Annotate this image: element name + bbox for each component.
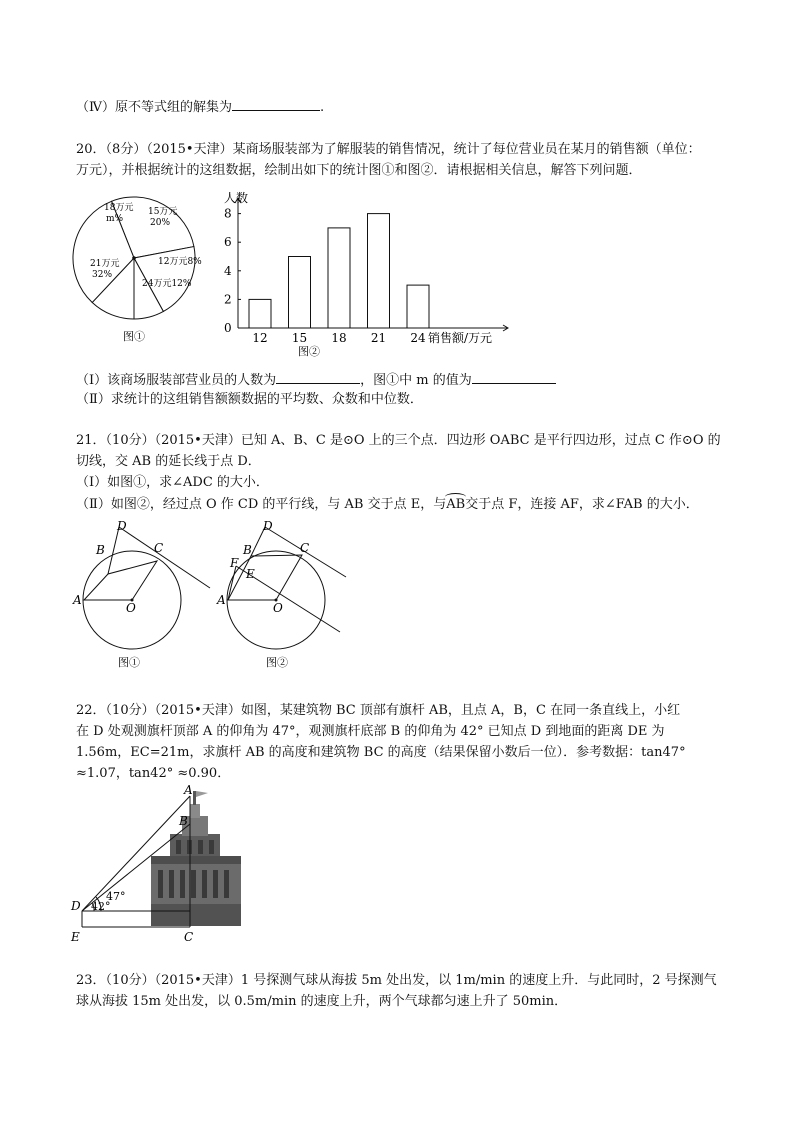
bar-15	[289, 257, 311, 329]
q21-figure-2	[216, 516, 366, 676]
x-tick-label: 18	[331, 331, 347, 345]
bar-xlabel: 销售额/万元	[428, 331, 493, 345]
pie-center	[132, 256, 136, 260]
pie-label: 12万元8%	[158, 257, 202, 267]
q23-line-2: 球从海拔 15m 处出发，以 0.5m/min 的速度上升，两个气球都匀速上升了 50min．	[76, 994, 568, 1009]
angle-47: 47°	[106, 890, 126, 903]
q19-part-iv-text: （Ⅳ）原不等式组的解集为	[76, 100, 232, 115]
fig1-caption: 图①	[118, 656, 140, 669]
bar-18	[328, 228, 350, 328]
label-e: E	[71, 930, 80, 944]
q21-line-2: 切线，交 AB 的延长线于点 D．	[76, 454, 261, 469]
label-b: B	[243, 543, 252, 557]
label-c: C	[300, 541, 310, 555]
label-c: C	[154, 541, 164, 555]
pie-label-name: 21万元	[90, 259, 120, 269]
bar-12	[249, 299, 271, 328]
q20-question-i	[76, 370, 556, 390]
y-tick-label: 8	[224, 206, 232, 221]
label-d: D	[71, 899, 81, 913]
label-d: D	[263, 519, 273, 533]
x-tick-label: 12	[252, 331, 268, 345]
pie-label-value: m%	[106, 214, 124, 224]
answer-blank-m[interactable]	[472, 370, 556, 384]
answer-blank-count[interactable]	[276, 370, 360, 384]
pie-chart	[66, 196, 206, 344]
bar-chart	[210, 192, 520, 362]
y-tick-label: 6	[224, 235, 232, 250]
q23-line-1: 23．（10分）（2015•天津）1 号探测气球从海拔 5m 处出发，以 1m/min 的速度上升．与此同时，2 号探测气	[76, 973, 717, 988]
q20-line-1: 20．（8分）（2015•天津）某商场服装部为了解服装的销售情况，统计了每位营业员在某月的销售额（单位：	[76, 142, 701, 157]
label-b: B	[179, 814, 188, 828]
fig2-caption: 图②	[266, 656, 288, 669]
pie-label-value: 20%	[150, 218, 171, 228]
label-b: B	[96, 543, 105, 557]
bar-21	[368, 214, 390, 328]
answer-blank[interactable]	[232, 97, 320, 111]
q22-figure	[66, 783, 256, 946]
x-tick-label: 24	[410, 331, 426, 345]
label-a: A	[217, 593, 226, 607]
pie-caption: 图①	[123, 330, 145, 343]
y-tick-label: 2	[224, 292, 232, 307]
label-e: E	[246, 567, 255, 581]
pie-label: 24万元12%	[142, 279, 192, 289]
q21-line-4	[76, 496, 699, 514]
label-f: F	[230, 556, 239, 570]
label-a: A	[184, 783, 193, 797]
label-c: C	[184, 930, 194, 944]
q20-i-text: （Ⅰ）该商场服装部营业员的人数为	[76, 373, 277, 388]
q20-line-2: 万元），并根据统计的这组数据，绘制出如下的统计图①和图②．请根据相关信息，解答下列问题．	[76, 163, 642, 178]
q22-line-1: 22．（10分）（2015•天津）如图，某建筑物 BC 顶部有旗杆 AB，且点 A，B，C 在同一条直线上，小红	[76, 703, 681, 718]
pie-label-name: 18万元	[104, 203, 134, 213]
label-o: O	[126, 601, 136, 615]
bar-ylabel: 人数	[224, 191, 249, 205]
q21-line-4-prefix: （Ⅱ）如图②，经过点 O 作 CD 的平行线，与 AB 交于点 E，与	[76, 497, 447, 512]
label-a: A	[73, 593, 82, 607]
q21-line-4-suffix: 交于点 F，连接 AF，求∠FAB 的大小．	[465, 497, 699, 512]
building-image	[151, 791, 241, 926]
q20-i-mid-text: ，图①中 m 的值为	[360, 373, 472, 388]
q19-part-iv	[76, 97, 324, 117]
q20-question-ii: （Ⅱ）求统计的这组销售额额数据的平均数、众数和中位数．	[76, 392, 423, 407]
q21-line-3: （Ⅰ）如图①，求∠ADC 的大小．	[76, 475, 269, 490]
arc-ab-label: AB	[446, 496, 465, 514]
bar-24	[407, 285, 429, 328]
x-tick-label: 21	[370, 331, 387, 345]
y-tick-label: 4	[224, 263, 232, 278]
x-tick-label: 15	[291, 331, 308, 345]
angle-42: 42°	[91, 900, 111, 913]
q22-line-2: 在 D 处观测旗杆顶部 A 的仰角为 47°，观测旗杆底部 B 的仰角为 42° 已知点 D 到地面的距离 DE 为	[76, 724, 665, 739]
pie-label-value: 32%	[92, 270, 113, 280]
bar-caption: 图②	[298, 345, 320, 358]
label-o: O	[273, 601, 283, 615]
q21-line-1: 21．（10分）（2015•天津）已知 A、B、C 是⊙O 上的三个点．四边形 OABC 是平行四边形，过点 C 作⊙O 的	[76, 433, 721, 448]
q22-line-3: 1.56m，EC=21m，求旗杆 AB 的高度和建筑物 BC 的高度（结果保留小数后一位）．参考数据：tan47°	[76, 745, 686, 760]
pie-label-name: 15万元	[148, 207, 178, 217]
y-tick-label: 0	[224, 321, 232, 335]
q19-part-iv-period: .	[320, 100, 325, 115]
q21-figure-1	[66, 516, 216, 676]
label-d: D	[117, 519, 127, 533]
q22-line-4: ≈1.07，tan42° ≈0.90．	[76, 766, 231, 781]
